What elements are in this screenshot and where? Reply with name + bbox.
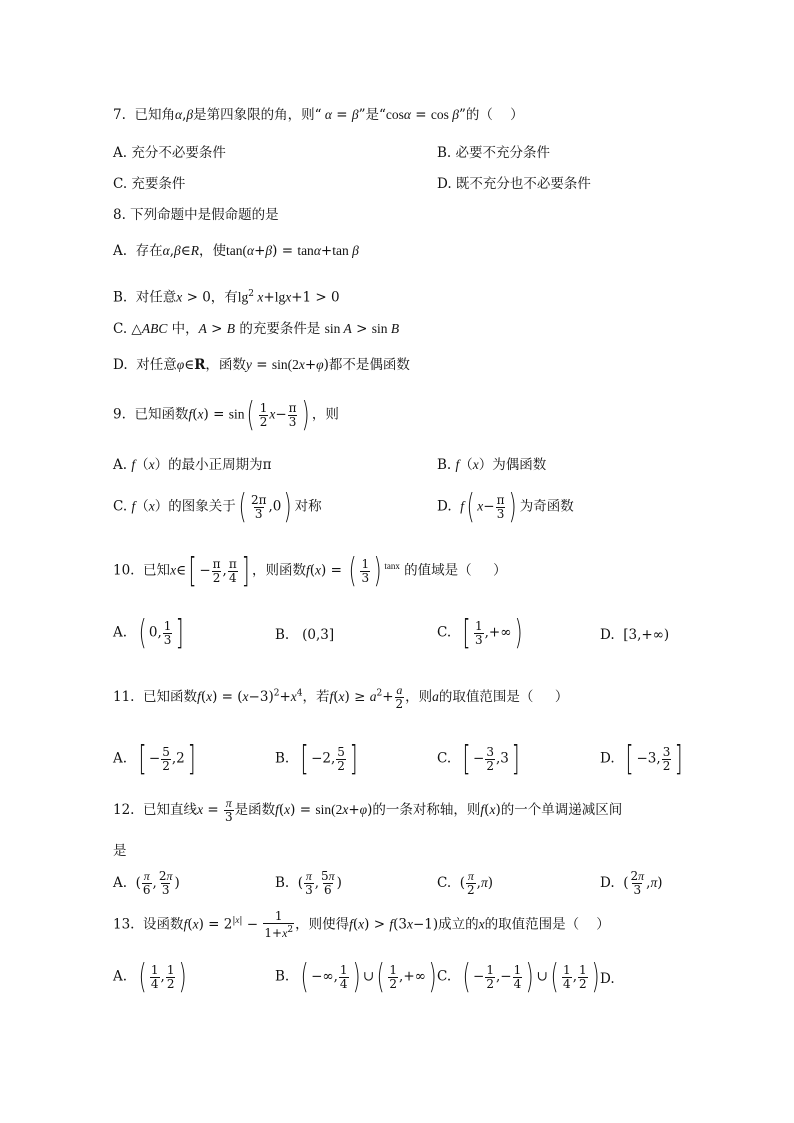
q10-option-c[interactable]: C. [ $\frac{1}{3}$ ,+∞) <box>437 613 523 653</box>
q11-stem: 11. 已知函数$f(x) = (x-3)^2+x^4$，若$f(x) \ge a^2+$ $\frac{a}{2}$ ，则a的取值范围是（ ） <box>113 683 569 711</box>
q12-stem: 12. 已知直线x = $\frac{\pi}{3}$ 是函数f(x) = sin(2x+φ)的一条对称轴，则f(x)的一个单调递减区间 <box>113 796 623 824</box>
q7-stem: 7. 已知角α,β是第四象限的角，则“ α = β”是“cosα = cos β”的（ ） <box>113 107 524 123</box>
q7-option-c[interactable]: C. 充要条件 <box>113 176 186 192</box>
q10-option-d[interactable]: D. [3,+∞) <box>600 627 670 643</box>
q13-stem: 13. 设函数$f(x) = 2^{|x|}$ − $\frac{1}{1+x^2}$ ，则使得f(x) > f(3x−1)成立的x的取值范围是（ ） <box>113 909 610 940</box>
q8-option-d[interactable]: D. 对任意φ∈R，函数y = sin(2x+φ)都不是偶函数 <box>113 357 410 373</box>
q9-option-c[interactable]: C. f（x）的图象关于( $\frac{2\pi}{3}$ ,0) 对称 <box>113 487 322 527</box>
q8-option-a[interactable]: A. 存在α,β∈R，使tan(α+β) = tanα+tan β <box>113 243 359 259</box>
q8-option-c[interactable]: C. △ABC 中，A > B 的充要条件是 sin A > sin B <box>113 321 400 337</box>
q11-option-d[interactable]: D. [ −3, $\frac{3}{2}$ ] <box>600 739 683 779</box>
q12-option-c[interactable]: C. ( $\frac{\pi}{2}$ ,π) <box>437 869 493 897</box>
q7-option-b[interactable]: B. 必要不充分条件 <box>437 145 551 161</box>
q11-option-a[interactable]: A. [ − $\frac{5}{2}$ ,2] <box>113 739 196 779</box>
q12-option-a[interactable]: A. ( $\frac{\pi}{6}$ , $\frac{2\pi}{3}$ ) <box>113 869 180 897</box>
q9-option-b[interactable]: B. f（x）为偶函数 <box>437 457 547 473</box>
q10-stem: 10. 已知x∈[ − $\frac{\pi}{2}$ , $\frac{\pi}{4}$ ] ，则函数f(x) = ( $\frac{1}{3}$ ) $^{tanx}$ 的值域是（ ） <box>113 551 507 591</box>
q9-stem: 9. 已知函数f(x) = sin( $\frac{1}{2}$ x− $\frac{\pi}{3}$ ) ，则 <box>113 395 339 435</box>
q10-option-a[interactable]: A. ( 0, $\frac{1}{3}$ ] <box>113 613 185 653</box>
q8-stem: 8. 下列命题中是假命题的是 <box>113 207 279 223</box>
q12-stem-continued: 是 <box>113 843 127 859</box>
q13-option-a[interactable]: A. ( $\frac{1}{4}$ , $\frac{1}{2}$ ) <box>113 957 188 997</box>
q13-option-d[interactable]: D. <box>600 971 615 987</box>
q9-option-a[interactable]: A. f（x）的最小正周期为π <box>113 457 272 473</box>
q13-option-c[interactable]: C. ( − $\frac{1}{2}$ ,− $\frac{1}{4}$ ) ∪( $\frac{1}{4}$ , $\frac{1}{2}$ ) <box>437 957 600 997</box>
q10-option-b[interactable]: B. (0,3] <box>275 627 335 643</box>
q9-option-d[interactable]: D. f( x− $\frac{\pi}{3}$ ) 为奇函数 <box>437 487 574 527</box>
q7-option-a[interactable]: A. 充分不必要条件 <box>113 145 226 161</box>
q7-option-d[interactable]: D. 既不充分也不必要条件 <box>437 176 591 192</box>
q11-option-c[interactable]: C. [ − $\frac{3}{2}$ ,3] <box>437 739 520 779</box>
q8-option-b[interactable]: B. 对任意x > 0，有$\lg^2 x+\lg x+1 > 0$ <box>113 289 340 306</box>
q12-option-d[interactable]: D. ( $\frac{2\pi}{3}$ ,π) <box>600 869 663 897</box>
q12-option-b[interactable]: B. ( $\frac{\pi}{3}$ , $\frac{5\pi}{6}$ ) <box>275 869 342 897</box>
q13-option-b[interactable]: B. ( −∞, $\frac{1}{4}$ ) ∪( $\frac{1}{2}$ ,+∞) <box>275 957 437 997</box>
q11-option-b[interactable]: B. [ −2, $\frac{5}{2}$ ] <box>275 739 358 779</box>
